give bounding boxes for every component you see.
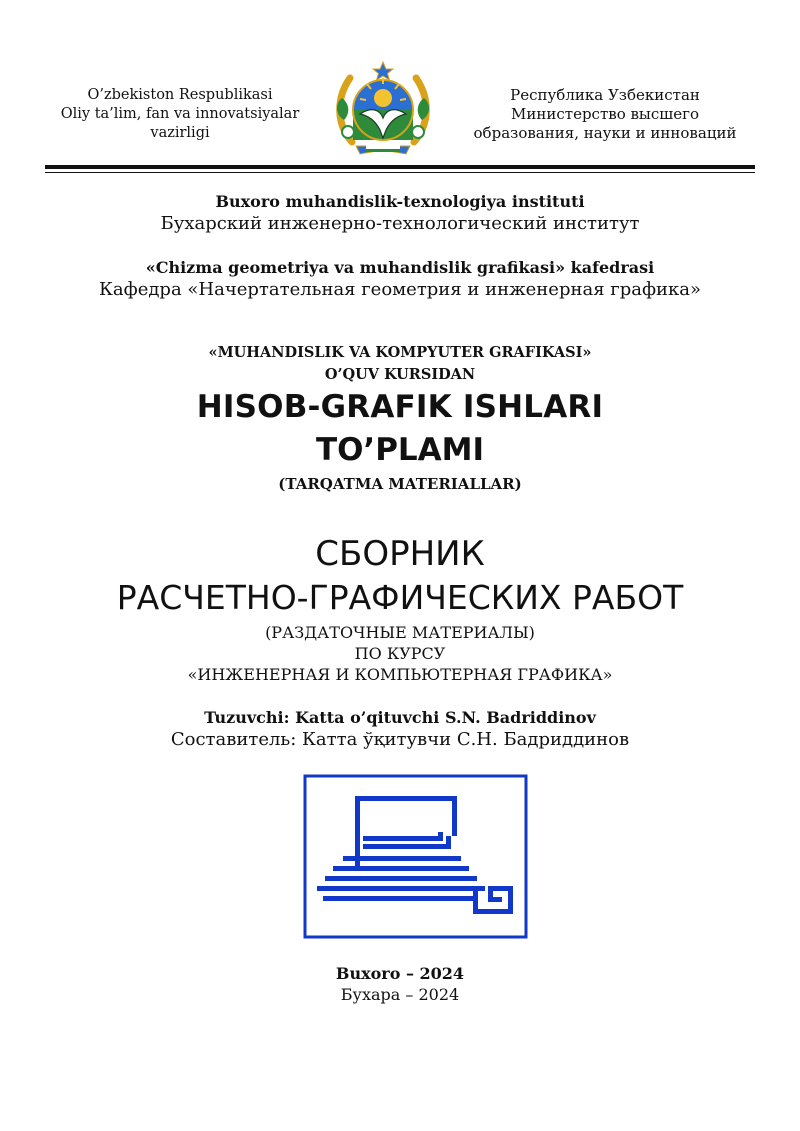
ministry-uz-line: O’zbekiston Respublikasi	[87, 87, 273, 103]
institute-logo-icon	[303, 774, 528, 939]
title-uz-subtitle: (TARQATMA MATERIALLAR)	[278, 475, 522, 493]
department-name-uz: «Chizma geometriya va muhandislik grafikasi» kafedrasi	[145, 258, 655, 277]
course-name-ru: «ИНЖЕНЕРНАЯ И КОМПЬЮТЕРНАЯ ГРАФИКА»	[187, 665, 613, 684]
title-uz-line2: TO’PLAMI	[315, 432, 485, 468]
course-name-uz: «MUHANDISLIK VA KOMPYUTER GRAFIKASI»	[208, 344, 592, 361]
ministry-ru-line: Республика Узбекистан	[510, 86, 700, 104]
course-label-ru: ПО КУРСУ	[354, 644, 446, 663]
header-divider-thin	[45, 172, 755, 173]
header-divider-thick	[45, 165, 755, 169]
ministry-uz-line: Oliy ta’lim, fan va innovatsiyalar	[60, 106, 300, 122]
place-year-uz: Buxoro – 2024	[335, 964, 465, 983]
ministry-name-ru	[455, 86, 755, 143]
department-name-ru: Кафедра «Начертательная геометрия и инженерная графика»	[98, 279, 702, 300]
title-ru-line2: РАСЧЕТНО-ГРАФИЧЕСКИХ РАБОТ	[116, 578, 684, 617]
title-uz-line1: HISOB-GRAFIK ISHLARI	[196, 389, 604, 425]
institute-name-uz: Buxoro muhandislik-texnologiya instituti	[215, 192, 585, 211]
author-uz: Tuzuvchi: Katta o’qituvchi S.N. Badriddinov	[204, 708, 596, 727]
ministry-ru-line: Министерство высшего	[511, 105, 699, 123]
author-ru: Составитель: Катта ўқитувчи С.Н. Бадриддинов	[170, 729, 630, 750]
place-year-ru: Бухара – 2024	[340, 985, 460, 1004]
ministry-ru-line: образования, науки и инноваций	[473, 124, 737, 142]
ministry-uz-line: vazirligi	[150, 125, 210, 141]
title-ru-subtitle: (РАЗДАТОЧНЫЕ МАТЕРИАЛЫ)	[265, 623, 535, 642]
state-emblem-icon	[330, 58, 436, 164]
ministry-name-uz	[45, 86, 315, 143]
institute-name-ru: Бухарский инженерно-технологический институт	[160, 213, 640, 234]
title-ru-line1: СБОРНИК	[315, 534, 485, 574]
course-subtitle-uz: O’QUV KURSIDAN	[324, 366, 476, 383]
